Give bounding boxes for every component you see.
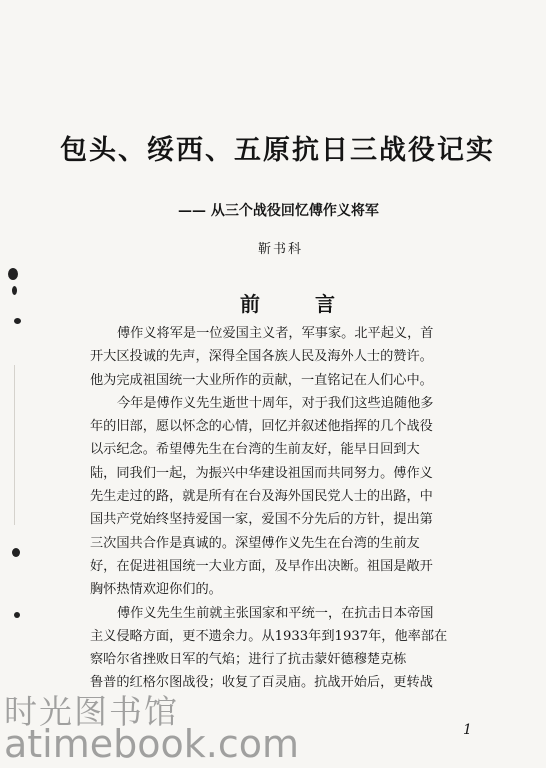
body-line: 以示纪念。希望傅先生在台湾的生前友好，能早日回到大 (90, 442, 420, 458)
ink-smudge (14, 318, 21, 324)
body-line: 他为完成祖国统一大业所作的贡献，一直铭记在人们心中。 (90, 372, 433, 388)
body-line: 今年是傅作义先生逝世十周年，对于我们这些追随他多 (117, 395, 434, 411)
watermark-chinese: 时光图书馆 (4, 692, 179, 731)
body-line: 察哈尔省挫败日军的气焰；进行了抗击蒙奸德穆楚克栋 (90, 652, 407, 668)
binding-edge-line (14, 365, 15, 525)
body-line: 国共产党始终坚持爱国一家，爱国不分先后的方针，提出第 (90, 512, 433, 528)
author-name: 靳书科 (258, 242, 304, 257)
body-line: 鲁普的红格尔图战役；收复了百灵庙。抗战开始后，更转战 (90, 675, 433, 691)
body-line: 傅作义将军是一位爱国主义者，军事家。北平起义，首 (117, 326, 434, 341)
body-line: 陆，同我们一起，为振兴中华建设祖国而共同努力。傅作义 (90, 465, 433, 481)
body-line: 先生走过的路，就是所有在台及海外国民党人士的出路，中 (90, 489, 433, 505)
ink-smudge (12, 548, 20, 557)
ink-smudge (14, 612, 20, 618)
watermark-url: atimebook.com (4, 722, 300, 766)
body-line: 傅作义先生生前就主张国家和平统一，在抗击日本帝国 (117, 605, 434, 621)
ink-smudge (8, 268, 18, 280)
body-line: 开大区投诚的先声，深得全国各族人民及海外人士的赞许。 (90, 349, 433, 365)
document-title: 包头、绥西、五原抗日三战役记实 (60, 135, 495, 166)
body-line: 好，在促进祖国统一大业方面，及早作出决断。祖国是敞开 (90, 558, 433, 574)
section-heading: 前 言 (240, 292, 359, 316)
body-text (90, 322, 490, 695)
body-line: 年的旧部，愿以怀念的心情，回忆并叙述他指挥的几个战役 (90, 419, 433, 435)
watermark (0, 686, 546, 768)
body-line: 胸怀热情欢迎你们的。 (90, 582, 222, 598)
body-line: 主义侵略方面，更不遗余力。从1933年到1937年，他率部在 (90, 628, 448, 644)
body-line: 三次国共合作是真诚的。深望傅作义先生在台湾的生前友 (90, 535, 420, 551)
ink-smudge (12, 286, 17, 295)
document-subtitle: —— 从三个战役回忆傅作义将军 (178, 203, 379, 219)
page-number: 1 (463, 722, 472, 738)
